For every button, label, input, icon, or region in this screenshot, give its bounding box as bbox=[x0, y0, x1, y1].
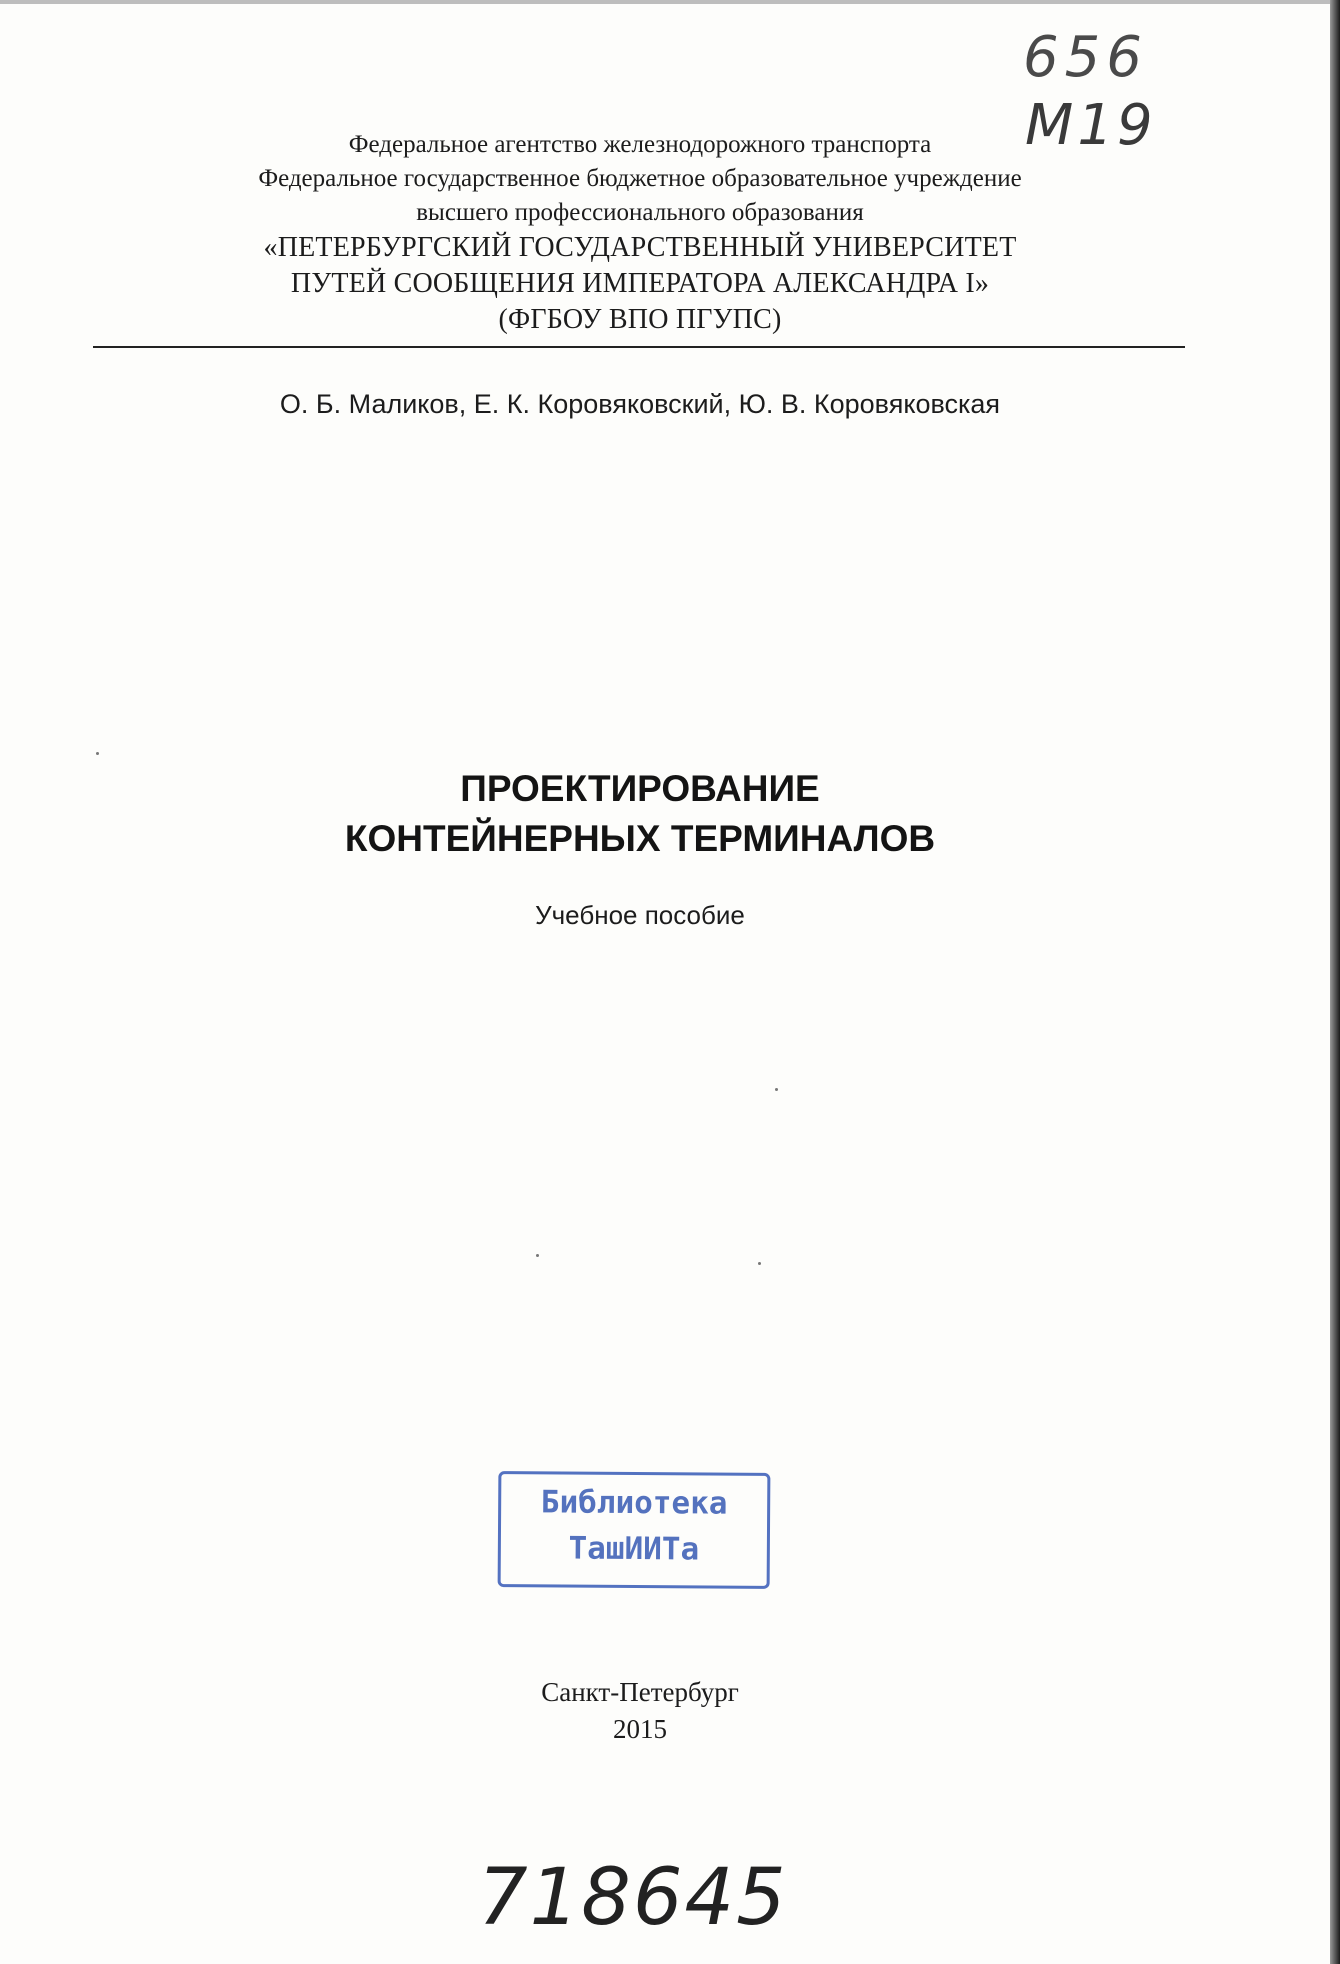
book-subtitle: Учебное пособие bbox=[535, 900, 745, 930]
scan-speck bbox=[536, 1254, 539, 1257]
book-title-line1: ПРОЕКТИРОВАНИЕ bbox=[460, 768, 820, 809]
header-university-name-2: ПУТЕЙ СООБЩЕНИЯ ИМПЕРАТОРА АЛЕКСАНДРА I» bbox=[290, 268, 990, 299]
scan-speck bbox=[775, 1088, 778, 1091]
header-abbreviation: (ФГБОУ ВПО ПГУПС) bbox=[498, 304, 782, 335]
book-title-line2: КОНТЕЙНЕРНЫХ ТЕРМИНАЛОВ bbox=[344, 818, 936, 859]
scan-speck bbox=[96, 752, 99, 755]
handwritten-inventory-number bbox=[470, 1838, 810, 1948]
imprint-city: Санкт-Петербург bbox=[541, 1677, 739, 1707]
stamp-line1: Библиотека bbox=[540, 1484, 728, 1522]
stamp-line2: ТашИИТа bbox=[568, 1530, 700, 1568]
authors: О. Б. Маликов, Е. К. Коровяковский, Ю. В. Коровяковская bbox=[279, 389, 1001, 419]
inventory-number-text: 718645 bbox=[478, 1853, 788, 1943]
imprint-year: 2015 bbox=[613, 1714, 667, 1744]
class-code-text: 656 bbox=[1023, 25, 1148, 90]
header-divider bbox=[93, 346, 1185, 348]
scan-speck bbox=[758, 1262, 761, 1265]
scan-edge-top bbox=[0, 0, 1340, 4]
library-stamp bbox=[498, 1471, 771, 1589]
scan-edge-right bbox=[1330, 0, 1340, 1964]
header-university-name-1: «ПЕТЕРБУРГСКИЙ ГОСУДАРСТВЕННЫЙ УНИВЕРСИТЕТ bbox=[263, 232, 1017, 263]
imprint bbox=[90, 1674, 1190, 1748]
book-title bbox=[90, 764, 1190, 864]
institution-header bbox=[90, 128, 1190, 338]
header-education-level: высшего профессионального образования bbox=[416, 199, 864, 226]
header-agency: Федеральное агентство железнодорожного транспорта bbox=[348, 131, 932, 158]
header-institution-type: Федеральное государственное бюджетное образовательное учреждение bbox=[258, 165, 1022, 192]
author-mark-text: М19 bbox=[1025, 93, 1157, 158]
